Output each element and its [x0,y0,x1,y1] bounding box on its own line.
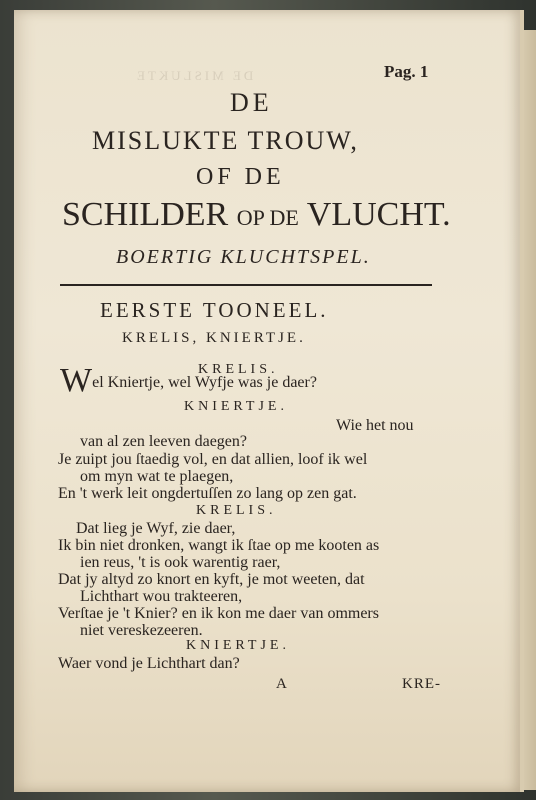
dialogue-line: niet vereskezeeren. [80,622,203,639]
scene-heading: EERSTE TOONEEL. [100,298,329,322]
dialogue-line: Wie het nou [336,417,414,434]
dialogue-line: Waer vond je Lichthart dan? [58,655,240,672]
dialogue-text: el Kniertje, wel Wyfje was je daer? [92,374,317,391]
title-main [62,196,451,234]
title-main-op-de: OP DE [236,205,299,230]
dialogue-line: Dat lieg je Wyf, zie daer, [76,520,236,537]
speaker-kniertje: KNIERTJE. [184,399,288,414]
show-through-text: DE MISLUKTE [134,68,254,83]
dialogue-line: om myn wat te plaegen, [80,468,234,485]
title-main-vlucht: VLUCHT. [306,196,451,233]
speaker-kniertje: KNIERTJE. [186,638,290,653]
dialogue-line: Lichthart wou trakteeren, [80,588,243,605]
title-line-de: DE [230,88,273,117]
dialogue-line [60,362,317,399]
title-main-schilder: SCHILDER [62,196,229,233]
catchword: KRE- [402,676,441,692]
dialogue-line: Je zuipt jou ſtaedig vol, en dat allien, loof ik wel [58,451,368,468]
character-list: KRELIS, KNIERTJE. [122,330,306,346]
drop-capital: W [60,362,93,399]
title-line-mislukte-trouw: MISLUKTE TROUW, [92,126,359,155]
dialogue-line: Dat jy altyd zo knort en kyft, je mot weeten, dat [58,571,365,588]
signature-mark: A [276,676,287,692]
subtitle: BOERTIG KLUCHTSPEL. [116,246,371,268]
dialogue-line: En 't werk leit ongdertuſſen zo lang op zen gat. [58,485,357,502]
dialogue-line: Verſtae je 't Knier? en ik kon me daer van ommers [58,605,379,622]
title-rule [60,284,432,286]
speaker-krelis: KRELIS. [198,362,279,377]
dialogue-line: ien reus, 't is ook warentig raer, [80,554,281,571]
title-line-of-de: OF DE [196,164,285,190]
page-number: Pag. 1 [384,62,429,81]
speaker-krelis: KRELIS. [196,503,277,518]
dialogue-line: Ik bin niet dronken, wangt ik ſtae op me kooten as [58,537,380,554]
dialogue-line: van al zen leeven daegen? [80,433,248,450]
